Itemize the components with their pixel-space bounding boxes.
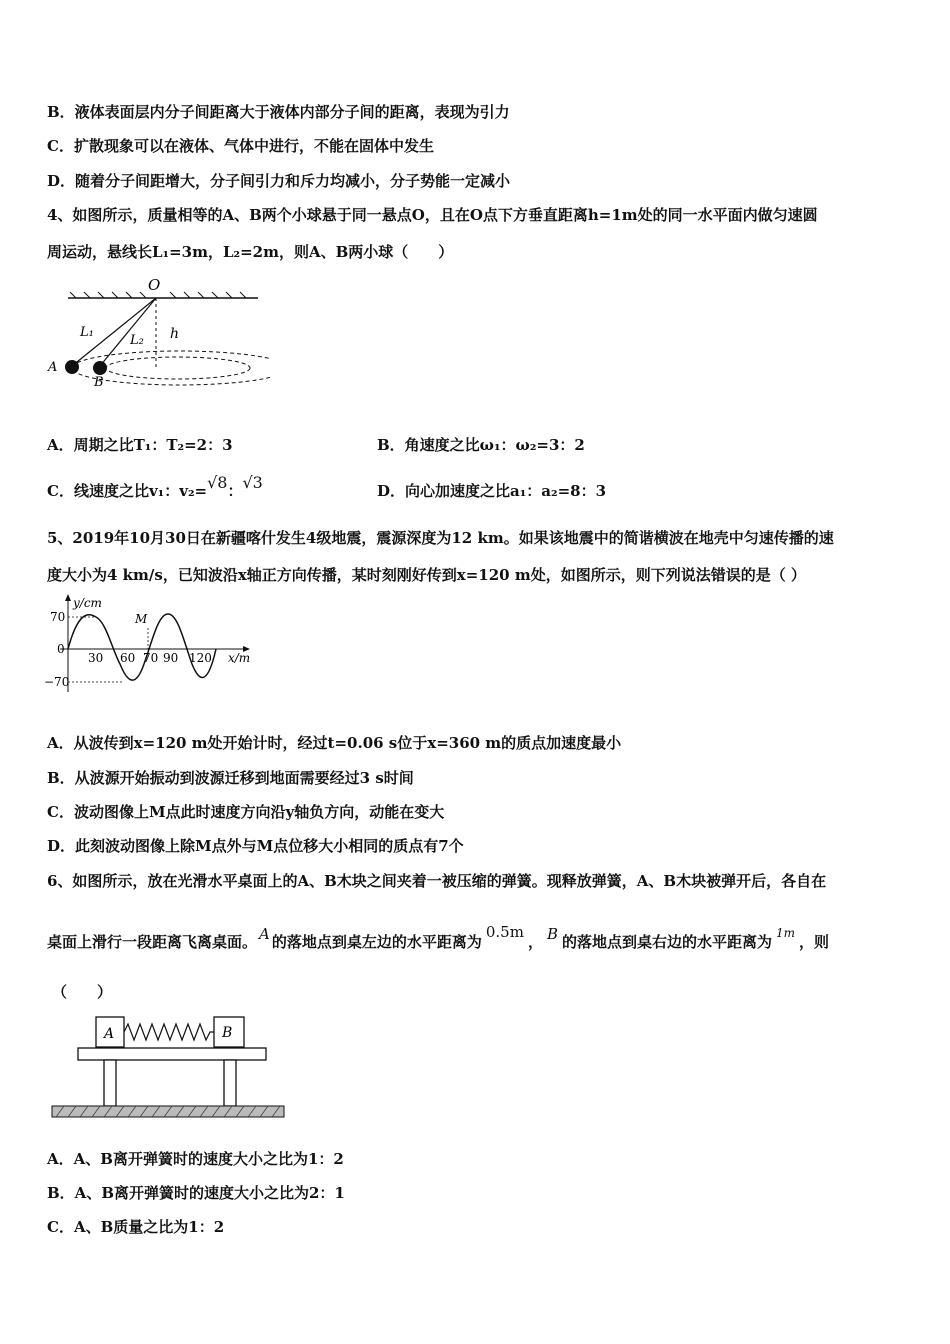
q4-pendulum-figure — [40, 272, 270, 392]
q4-option-c-sep: ： — [227, 482, 243, 500]
q6-stem-d1: 0.5m — [485, 923, 524, 941]
q5-x-tick-30: 30 — [88, 651, 104, 665]
q6-option-b: B．A、B离开弹簧时的速度大小之比为2：1 — [47, 1184, 345, 1202]
q4-option-c-val1: √8 — [207, 473, 228, 492]
q6-stem-A: A — [259, 925, 270, 943]
q5-point-m: M — [135, 612, 148, 626]
q5-option-d: D．此刻波动图像上除M点外与M点位移大小相同的质点有7个 — [47, 837, 464, 855]
q4-option-c-prefix: C．线速度之比v₁：v₂= — [47, 482, 208, 500]
q3-option-b: B．液体表面层内分子间距离大于液体内部分子间的距离，表现为引力 — [47, 103, 510, 121]
q4-stem-line1: 4、如图所示，质量相等的A、B两个小球悬于同一悬点O，且在O点下方垂直距离h=1m处的同一水平面内做匀速圆 — [47, 206, 818, 224]
q4-option-c-val2: √3 — [242, 473, 263, 492]
q6-stem-part-c: ， — [527, 933, 543, 951]
q6-stem-line1: 6、如图所示，放在光滑水平桌面上的A、B木块之间夹着一被压缩的弹簧。现释放弹簧，A、B木块被弹开后，各自在 — [47, 872, 827, 890]
q6-spring-table-figure — [48, 1012, 288, 1124]
q5-x-tick-90: 90 — [163, 651, 179, 665]
q4-option-a: A．周期之比T₁：T₂=2：3 — [47, 436, 233, 454]
q6-stem-part-a: 桌面上滑行一段距离飞离桌面。 — [47, 933, 258, 951]
q6-spring — [124, 1024, 214, 1040]
q5-option-a: A．从波传到x=120 m处开始计时，经过t=0.06 s位于x=360 m的质点加速度最小 — [47, 734, 622, 752]
q4-stem-line2: 周运动，悬线长L₁=3m，L₂=2m，则A、B两小球（ ） — [47, 243, 454, 261]
q6-option-a: A．A、B离开弹簧时的速度大小之比为1：2 — [47, 1150, 344, 1168]
q5-y-tick-70: 70 — [50, 610, 66, 624]
q4-label-l2: L₂ — [130, 333, 144, 348]
q4-label-o: O — [148, 276, 161, 294]
q5-x-tick-120: 120 — [189, 651, 212, 665]
q5-wave-graph — [40, 592, 255, 697]
q3-option-d: D．随着分子间距增大，分子间引力和斥力均减小，分子势能一定减小 — [47, 172, 511, 190]
q6-stem-line2 — [47, 923, 830, 953]
q5-x-tick-70: 70 — [143, 651, 159, 665]
q5-stem-line2: 度大小为4 km/s，已知波沿x轴正方向传播，某时刻刚好传到x=120 m处，如图所示，则下列说法错误的是（ ） — [47, 566, 806, 584]
q4-label-b: B — [94, 375, 104, 390]
q6-stem-part-e: ，则 — [799, 933, 830, 951]
q4-option-b: B．角速度之比ω₁：ω₂=3：2 — [377, 436, 585, 454]
q5-option-b: B．从波源开始振动到波源迁移到地面需要经过3 s时间 — [47, 769, 414, 787]
q5-option-c: C．波动图像上M点此时速度方向沿y轴负方向，动能在变大 — [47, 803, 445, 821]
q6-stem-part-d: 的落地点到桌右边的水平距离为 — [562, 933, 773, 951]
q6-stem-d2: 1m — [776, 926, 796, 940]
q4-label-h: h — [170, 326, 180, 342]
q3-option-c: C．扩散现象可以在液体、气体中进行，不能在固体中发生 — [47, 137, 434, 155]
q5-x-tick-60: 60 — [120, 651, 136, 665]
q6-stem-part-b: 的落地点到桌左边的水平距离为 — [271, 933, 482, 951]
q5-y-label: y/cm — [73, 596, 102, 610]
q4-option-d: D．向心加速度之比a₁：a₂=8：3 — [377, 482, 607, 500]
q6-bracket: （ ） — [52, 983, 113, 1001]
q6-block-b-label: B — [222, 1025, 233, 1041]
q4-label-l1: L₁ — [80, 325, 94, 340]
q5-y-tick-0: 0 — [57, 642, 65, 656]
q5-x-label: x/m — [228, 651, 251, 665]
q5-stem-line1: 5、2019年10月30日在新疆喀什发生4级地震，震源深度为12 km。如果该地震中的简谐横波在地壳中匀速传播的速 — [47, 529, 834, 547]
q5-y-tick-neg70: −70 — [44, 675, 70, 689]
q4-option-c — [47, 473, 263, 501]
q6-block-a-label: A — [104, 1026, 115, 1042]
q6-stem-B: B — [546, 925, 559, 943]
q6-option-c: C．A、B质量之比为1：2 — [47, 1218, 225, 1236]
q4-label-a: A — [48, 360, 58, 375]
